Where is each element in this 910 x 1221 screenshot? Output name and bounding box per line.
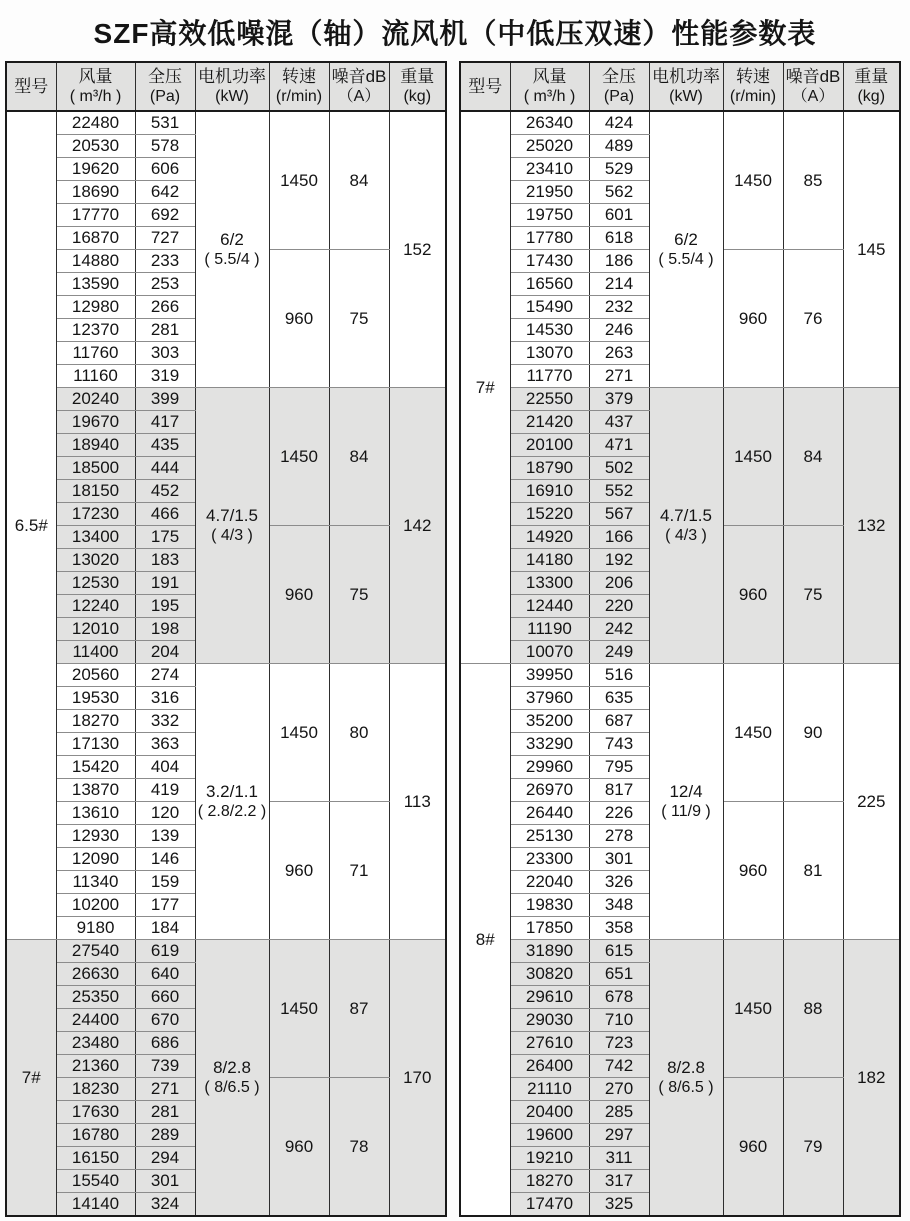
pressure-cell: 139 [135, 825, 195, 848]
speed-cell: 1450 [269, 388, 329, 526]
pressure-cell: 303 [135, 342, 195, 365]
speed-cell: 1450 [723, 940, 783, 1078]
weight-cell: 145 [843, 111, 900, 388]
flow-cell: 22040 [510, 871, 589, 894]
col-header-power: 电机功率 (kW) [195, 62, 269, 111]
speed-cell: 960 [723, 1078, 783, 1217]
flow-cell: 16150 [56, 1147, 135, 1170]
noise-cell: 90 [783, 664, 843, 802]
noise-cell: 81 [783, 802, 843, 940]
pressure-cell: 186 [589, 250, 649, 273]
pressure-cell: 739 [135, 1055, 195, 1078]
speed-cell: 1450 [269, 664, 329, 802]
flow-cell: 27610 [510, 1032, 589, 1055]
pressure-cell: 271 [589, 365, 649, 388]
pressure-cell: 618 [589, 227, 649, 250]
pressure-cell: 220 [589, 595, 649, 618]
pressure-cell: 817 [589, 779, 649, 802]
flow-cell: 12530 [56, 572, 135, 595]
pressure-cell: 294 [135, 1147, 195, 1170]
pressure-cell: 285 [589, 1101, 649, 1124]
flow-cell: 14920 [510, 526, 589, 549]
pressure-cell: 274 [135, 664, 195, 687]
fan-table-right [459, 61, 901, 1217]
pressure-cell: 311 [589, 1147, 649, 1170]
pressure-cell: 297 [589, 1124, 649, 1147]
speed-cell: 960 [269, 526, 329, 664]
data-row [6, 111, 446, 135]
pressure-cell: 278 [589, 825, 649, 848]
flow-cell: 17470 [510, 1193, 589, 1217]
flow-cell: 14140 [56, 1193, 135, 1217]
flow-cell: 20530 [56, 135, 135, 158]
flow-cell: 18150 [56, 480, 135, 503]
pressure-cell: 660 [135, 986, 195, 1009]
speed-cell: 960 [723, 802, 783, 940]
pressure-cell: 177 [135, 894, 195, 917]
col-header-noise: 噪音dB （A） [329, 62, 389, 111]
pressure-cell: 332 [135, 710, 195, 733]
flow-cell: 12440 [510, 595, 589, 618]
flow-cell: 12010 [56, 618, 135, 641]
flow-cell: 21420 [510, 411, 589, 434]
flow-cell: 29030 [510, 1009, 589, 1032]
flow-cell: 26340 [510, 111, 589, 135]
pressure-cell: 727 [135, 227, 195, 250]
pressure-cell: 204 [135, 641, 195, 664]
flow-cell: 22480 [56, 111, 135, 135]
flow-cell: 19830 [510, 894, 589, 917]
pressure-cell: 192 [589, 549, 649, 572]
flow-cell: 13020 [56, 549, 135, 572]
data-row [6, 940, 446, 963]
pressure-cell: 325 [589, 1193, 649, 1217]
flow-cell: 31890 [510, 940, 589, 963]
noise-cell: 75 [783, 526, 843, 664]
speed-cell: 1450 [723, 664, 783, 802]
flow-cell: 11400 [56, 641, 135, 664]
noise-cell: 84 [329, 388, 389, 526]
flow-cell: 13300 [510, 572, 589, 595]
flow-cell: 15220 [510, 503, 589, 526]
pressure-cell: 615 [589, 940, 649, 963]
flow-cell: 12240 [56, 595, 135, 618]
speed-cell: 960 [269, 802, 329, 940]
weight-cell: 142 [389, 388, 446, 664]
pressure-cell: 502 [589, 457, 649, 480]
pressure-cell: 642 [135, 181, 195, 204]
flow-cell: 18500 [56, 457, 135, 480]
flow-cell: 11770 [510, 365, 589, 388]
weight-cell: 132 [843, 388, 900, 664]
flow-cell: 14880 [56, 250, 135, 273]
page-title: SZF高效低噪混（轴）流风机（中低压双速）性能参数表 [93, 18, 817, 49]
flow-cell: 26970 [510, 779, 589, 802]
flow-cell: 19600 [510, 1124, 589, 1147]
speed-cell: 960 [723, 250, 783, 388]
pressure-cell: 301 [589, 848, 649, 871]
data-row [460, 664, 900, 687]
speed-cell: 960 [269, 250, 329, 388]
power-cell: 6/2 ( 5.5/4 ) [195, 111, 269, 388]
flow-cell: 19210 [510, 1147, 589, 1170]
flow-cell: 12370 [56, 319, 135, 342]
noise-cell: 79 [783, 1078, 843, 1217]
pressure-cell: 198 [135, 618, 195, 641]
pressure-cell: 246 [589, 319, 649, 342]
flow-cell: 13400 [56, 526, 135, 549]
weight-cell: 113 [389, 664, 446, 940]
pressure-cell: 619 [135, 940, 195, 963]
model-cell: 6.5# [6, 111, 56, 940]
pressure-cell: 319 [135, 365, 195, 388]
noise-cell: 84 [783, 388, 843, 526]
pressure-cell: 281 [135, 319, 195, 342]
pressure-cell: 379 [589, 388, 649, 411]
noise-cell: 76 [783, 250, 843, 388]
speed-cell: 1450 [723, 388, 783, 526]
flow-cell: 13590 [56, 273, 135, 296]
pressure-cell: 316 [135, 687, 195, 710]
pressure-cell: 640 [135, 963, 195, 986]
pressure-cell: 516 [589, 664, 649, 687]
flow-cell: 23480 [56, 1032, 135, 1055]
table-body [6, 111, 446, 1216]
data-row [460, 940, 900, 963]
speed-cell: 960 [269, 1078, 329, 1217]
pressure-cell: 242 [589, 618, 649, 641]
flow-cell: 16560 [510, 273, 589, 296]
flow-cell: 9180 [56, 917, 135, 940]
flow-cell: 23410 [510, 158, 589, 181]
flow-cell: 17430 [510, 250, 589, 273]
power-cell: 8/2.8 ( 8/6.5 ) [195, 940, 269, 1217]
header-row [460, 62, 900, 111]
power-cell: 6/2 ( 5.5/4 ) [649, 111, 723, 388]
power-cell: 8/2.8 ( 8/6.5 ) [649, 940, 723, 1217]
pressure-cell: 206 [589, 572, 649, 595]
pressure-cell: 562 [589, 181, 649, 204]
pressure-cell: 270 [589, 1078, 649, 1101]
flow-cell: 17780 [510, 227, 589, 250]
data-row [6, 664, 446, 687]
pressure-cell: 399 [135, 388, 195, 411]
pressure-cell: 159 [135, 871, 195, 894]
table-header [6, 62, 446, 111]
flow-cell: 16780 [56, 1124, 135, 1147]
flow-cell: 19530 [56, 687, 135, 710]
pressure-cell: 529 [589, 158, 649, 181]
pressure-cell: 404 [135, 756, 195, 779]
pressure-cell: 424 [589, 111, 649, 135]
pressure-cell: 266 [135, 296, 195, 319]
model-cell: 7# [6, 940, 56, 1217]
flow-cell: 16910 [510, 480, 589, 503]
flow-cell: 11760 [56, 342, 135, 365]
flow-cell: 18270 [56, 710, 135, 733]
data-row [460, 388, 900, 411]
pressure-cell: 184 [135, 917, 195, 940]
pressure-cell: 531 [135, 111, 195, 135]
col-header-flow: 风量 ( m³/h ) [510, 62, 589, 111]
power-cell: 4.7/1.5 ( 4/3 ) [649, 388, 723, 664]
flow-cell: 29960 [510, 756, 589, 779]
flow-cell: 20400 [510, 1101, 589, 1124]
flow-cell: 18690 [56, 181, 135, 204]
flow-cell: 17850 [510, 917, 589, 940]
col-header-pressure: 全压 (Pa) [135, 62, 195, 111]
pressure-cell: 552 [589, 480, 649, 503]
flow-cell: 13610 [56, 802, 135, 825]
col-header-weight: 重量 (kg) [389, 62, 446, 111]
noise-cell: 88 [783, 940, 843, 1078]
data-row [6, 388, 446, 411]
flow-cell: 11160 [56, 365, 135, 388]
pressure-cell: 651 [589, 963, 649, 986]
noise-cell: 75 [329, 526, 389, 664]
flow-cell: 13070 [510, 342, 589, 365]
noise-cell: 80 [329, 664, 389, 802]
flow-cell: 13870 [56, 779, 135, 802]
header-row [6, 62, 446, 111]
pressure-cell: 191 [135, 572, 195, 595]
pressure-cell: 232 [589, 296, 649, 319]
col-header-speed: 转速 (r/min) [269, 62, 329, 111]
fan-table-left [5, 61, 447, 1217]
power-cell: 3.2/1.1 ( 2.8/2.2 ) [195, 664, 269, 940]
flow-cell: 17130 [56, 733, 135, 756]
noise-cell: 75 [329, 250, 389, 388]
flow-cell: 21950 [510, 181, 589, 204]
col-header-weight: 重量 (kg) [843, 62, 900, 111]
flow-cell: 19670 [56, 411, 135, 434]
flow-cell: 19750 [510, 204, 589, 227]
flow-cell: 19620 [56, 158, 135, 181]
flow-cell: 25020 [510, 135, 589, 158]
col-header-pressure: 全压 (Pa) [589, 62, 649, 111]
pressure-cell: 471 [589, 434, 649, 457]
flow-cell: 20560 [56, 664, 135, 687]
pressure-cell: 253 [135, 273, 195, 296]
flow-cell: 15540 [56, 1170, 135, 1193]
pressure-cell: 466 [135, 503, 195, 526]
noise-cell: 84 [329, 111, 389, 250]
speed-cell: 1450 [269, 111, 329, 250]
speed-cell: 1450 [723, 111, 783, 250]
flow-cell: 30820 [510, 963, 589, 986]
data-row [460, 111, 900, 135]
table-header [460, 62, 900, 111]
flow-cell: 14180 [510, 549, 589, 572]
pressure-cell: 249 [589, 641, 649, 664]
flow-cell: 15420 [56, 756, 135, 779]
model-cell: 7# [460, 111, 510, 664]
flow-cell: 27540 [56, 940, 135, 963]
flow-cell: 25350 [56, 986, 135, 1009]
weight-cell: 152 [389, 111, 446, 388]
pressure-cell: 578 [135, 135, 195, 158]
flow-cell: 11190 [510, 618, 589, 641]
flow-cell: 10200 [56, 894, 135, 917]
flow-cell: 11340 [56, 871, 135, 894]
pressure-cell: 795 [589, 756, 649, 779]
pressure-cell: 670 [135, 1009, 195, 1032]
pressure-cell: 271 [135, 1078, 195, 1101]
pressure-cell: 301 [135, 1170, 195, 1193]
pressure-cell: 363 [135, 733, 195, 756]
weight-cell: 170 [389, 940, 446, 1217]
pressure-cell: 635 [589, 687, 649, 710]
pressure-cell: 166 [589, 526, 649, 549]
flow-cell: 22550 [510, 388, 589, 411]
pressure-cell: 183 [135, 549, 195, 572]
flow-cell: 17630 [56, 1101, 135, 1124]
flow-cell: 14530 [510, 319, 589, 342]
pressure-cell: 452 [135, 480, 195, 503]
weight-cell: 182 [843, 940, 900, 1217]
pressure-cell: 358 [589, 917, 649, 940]
model-cell: 8# [460, 664, 510, 1217]
flow-cell: 16870 [56, 227, 135, 250]
pressure-cell: 120 [135, 802, 195, 825]
pressure-cell: 317 [589, 1170, 649, 1193]
power-cell: 4.7/1.5 ( 4/3 ) [195, 388, 269, 664]
noise-cell: 71 [329, 802, 389, 940]
flow-cell: 29610 [510, 986, 589, 1009]
flow-cell: 21360 [56, 1055, 135, 1078]
pressure-cell: 326 [589, 871, 649, 894]
col-header-model: 型号 [460, 62, 510, 111]
pressure-cell: 419 [135, 779, 195, 802]
flow-cell: 18270 [510, 1170, 589, 1193]
weight-cell: 225 [843, 664, 900, 940]
pressure-cell: 489 [589, 135, 649, 158]
pressure-cell: 742 [589, 1055, 649, 1078]
flow-cell: 25130 [510, 825, 589, 848]
flow-cell: 23300 [510, 848, 589, 871]
pressure-cell: 348 [589, 894, 649, 917]
flow-cell: 35200 [510, 710, 589, 733]
flow-cell: 37960 [510, 687, 589, 710]
pressure-cell: 686 [135, 1032, 195, 1055]
pressure-cell: 710 [589, 1009, 649, 1032]
flow-cell: 26630 [56, 963, 135, 986]
pressure-cell: 214 [589, 273, 649, 296]
col-header-power: 电机功率 (kW) [649, 62, 723, 111]
flow-cell: 20100 [510, 434, 589, 457]
col-header-speed: 转速 (r/min) [723, 62, 783, 111]
flow-cell: 12090 [56, 848, 135, 871]
flow-cell: 10070 [510, 641, 589, 664]
power-cell: 12/4 ( 11/9 ) [649, 664, 723, 940]
speed-cell: 960 [723, 526, 783, 664]
pressure-cell: 417 [135, 411, 195, 434]
speed-cell: 1450 [269, 940, 329, 1078]
flow-cell: 12980 [56, 296, 135, 319]
noise-cell: 87 [329, 940, 389, 1078]
pressure-cell: 195 [135, 595, 195, 618]
pressure-cell: 289 [135, 1124, 195, 1147]
flow-cell: 26440 [510, 802, 589, 825]
flow-cell: 18790 [510, 457, 589, 480]
flow-cell: 17770 [56, 204, 135, 227]
flow-cell: 12930 [56, 825, 135, 848]
flow-cell: 15490 [510, 296, 589, 319]
pressure-cell: 175 [135, 526, 195, 549]
pressure-cell: 692 [135, 204, 195, 227]
noise-cell: 78 [329, 1078, 389, 1217]
pressure-cell: 281 [135, 1101, 195, 1124]
flow-cell: 21110 [510, 1078, 589, 1101]
pressure-cell: 678 [589, 986, 649, 1009]
noise-cell: 85 [783, 111, 843, 250]
pressure-cell: 437 [589, 411, 649, 434]
pressure-cell: 233 [135, 250, 195, 273]
pressure-cell: 606 [135, 158, 195, 181]
flow-cell: 18940 [56, 434, 135, 457]
flow-cell: 24400 [56, 1009, 135, 1032]
col-header-noise: 噪音dB （A） [783, 62, 843, 111]
flow-cell: 18230 [56, 1078, 135, 1101]
tables-container [0, 61, 910, 1217]
flow-cell: 20240 [56, 388, 135, 411]
pressure-cell: 567 [589, 503, 649, 526]
flow-cell: 26400 [510, 1055, 589, 1078]
flow-cell: 33290 [510, 733, 589, 756]
pressure-cell: 146 [135, 848, 195, 871]
col-header-model: 型号 [6, 62, 56, 111]
pressure-cell: 687 [589, 710, 649, 733]
table-body [460, 111, 900, 1216]
pressure-cell: 263 [589, 342, 649, 365]
pressure-cell: 743 [589, 733, 649, 756]
pressure-cell: 226 [589, 802, 649, 825]
pressure-cell: 435 [135, 434, 195, 457]
pressure-cell: 444 [135, 457, 195, 480]
flow-cell: 39950 [510, 664, 589, 687]
pressure-cell: 601 [589, 204, 649, 227]
col-header-flow: 风量 ( m³/h ) [56, 62, 135, 111]
flow-cell: 17230 [56, 503, 135, 526]
pressure-cell: 723 [589, 1032, 649, 1055]
pressure-cell: 324 [135, 1193, 195, 1217]
